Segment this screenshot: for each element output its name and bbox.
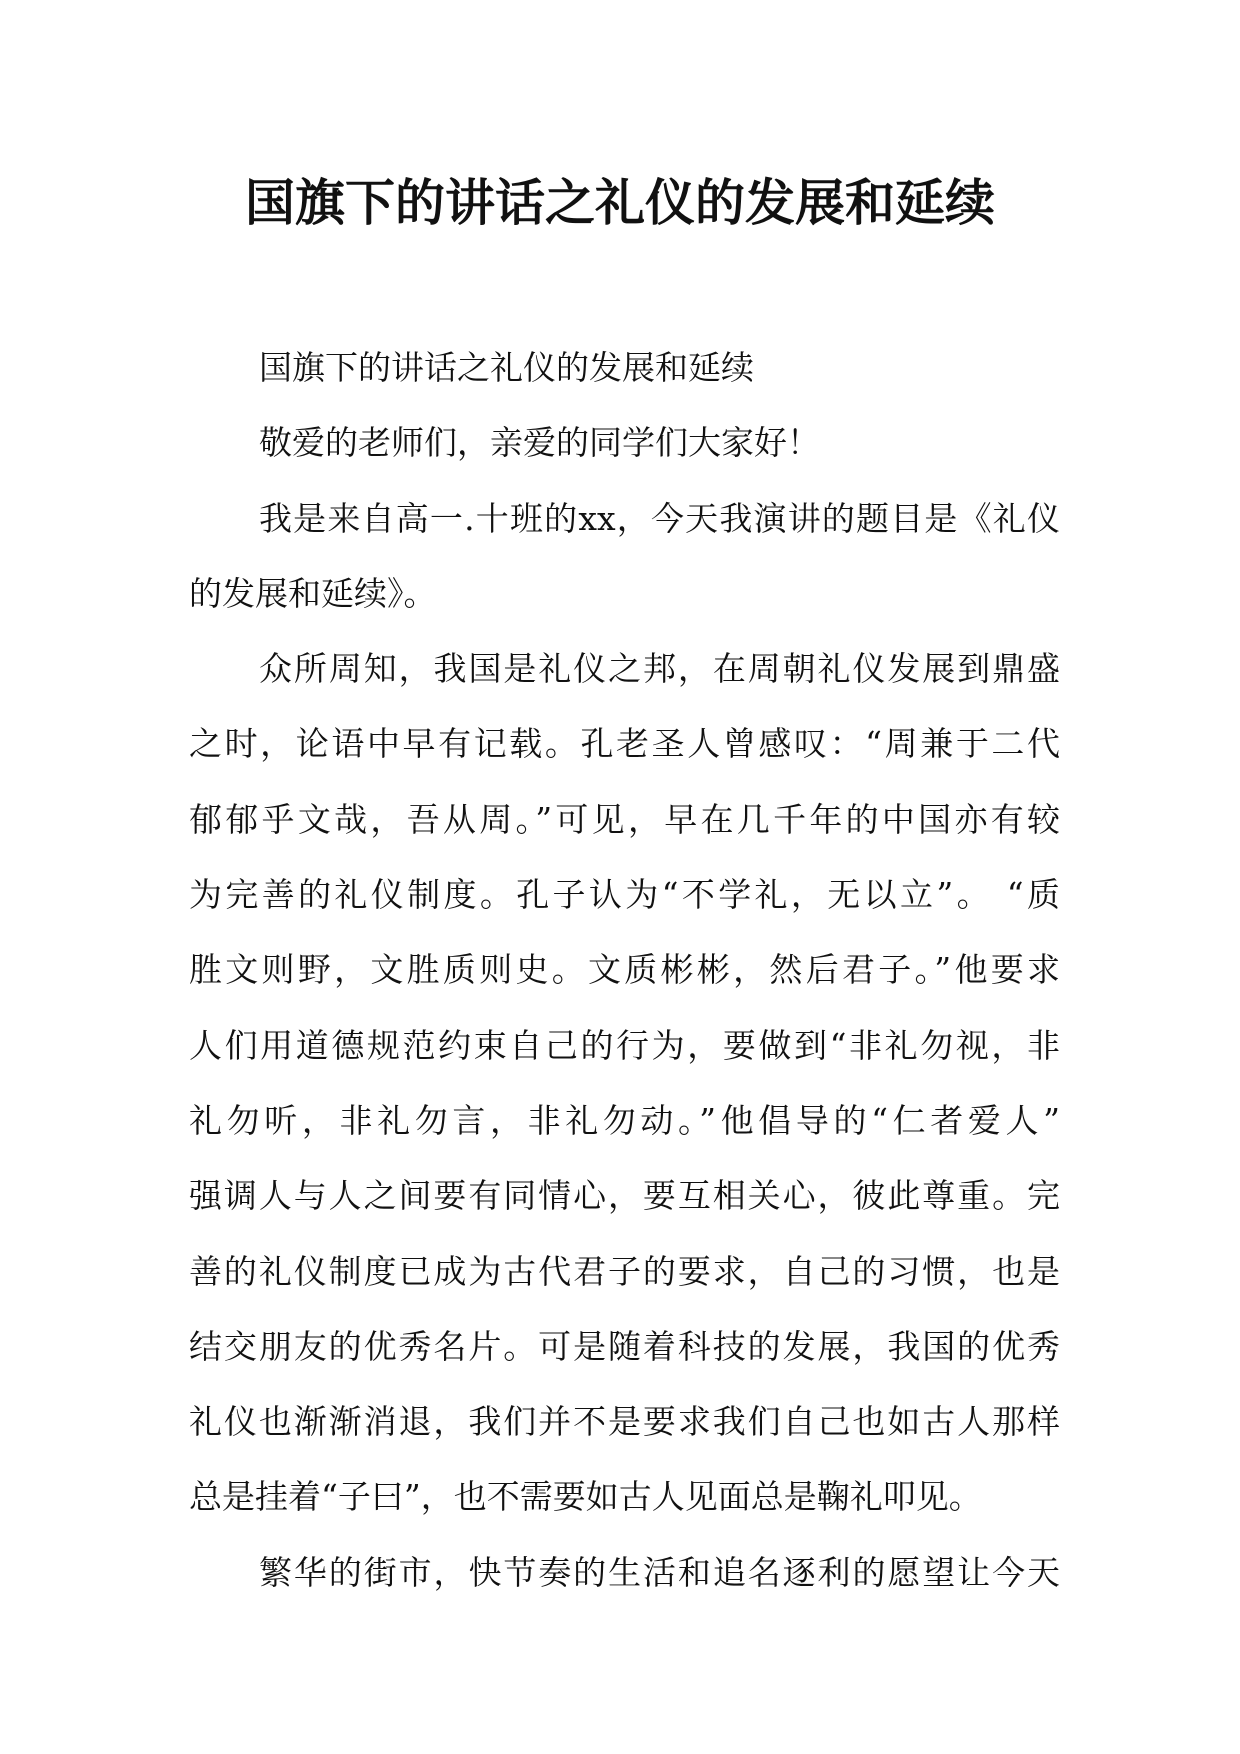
text-line: 礼仪也渐渐消退，我们并不是要求我们自己也如古人那样: [189, 1402, 1060, 1442]
text-line: 繁华的街市，快节奏的生活和追名逐利的愿望让今天: [259, 1552, 1060, 1592]
text-line: 的发展和延续》。: [189, 573, 437, 613]
text-line: 众所周知，我国是礼仪之邦，在周朝礼仪发展到鼎盛: [259, 649, 1060, 689]
text-line: 礼勿听，非礼勿言，非礼勿动。”他倡导的“仁者爱人”: [189, 1100, 1060, 1140]
paragraph: [189, 481, 1060, 632]
text-line: 人们用道德规范约束自己的行为，要做到“非礼勿视，非: [189, 1025, 1060, 1065]
text-line: 总是挂着“子曰”，也不需要如古人见面总是鞠礼叩见。: [189, 1477, 982, 1517]
text-line: 郁郁乎文哉，吾从周。”可见，早在几千年的中国亦有较: [189, 799, 1060, 839]
text-line: 国旗下的讲话之礼仪的发展和延续: [259, 348, 754, 387]
paragraph: [189, 405, 1060, 480]
paragraph: [189, 330, 1060, 405]
text-line: 善的礼仪制度已成为古代君子的要求，自己的习惯，也是: [189, 1251, 1060, 1291]
text-line: 为完善的礼仪制度。孔子认为“不学礼，无以立”。 “质: [189, 875, 1060, 915]
paragraph: [189, 1535, 1060, 1610]
document-body: [189, 330, 1060, 1610]
document-title: 国旗下的讲话之礼仪的发展和延续: [245, 174, 995, 232]
text-line: 结交朋友的优秀名片。可是随着科技的发展，我国的优秀: [189, 1326, 1060, 1366]
text-line: 之时，论语中早有记载。孔老圣人曾感叹：“周兼于二代: [189, 724, 1060, 764]
text-line: 敬爱的老师们，亲爱的同学们大家好！: [259, 423, 820, 463]
text-line: 胜文则野，文胜质则史。文质彬彬，然后君子。”他要求: [189, 950, 1060, 990]
text-line: 强调人与人之间要有同情心，要互相关心，彼此尊重。完: [189, 1176, 1060, 1216]
paragraph: [189, 631, 1060, 1535]
text-line: 我是来自高一.十班的xx，今天我演讲的题目是《礼仪: [259, 498, 1060, 538]
